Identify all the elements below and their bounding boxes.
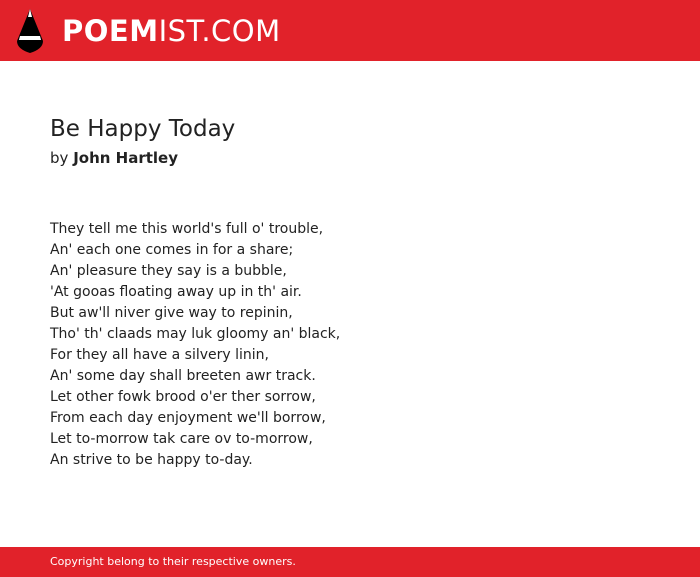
pen-nib-icon — [16, 9, 44, 53]
poem-text — [50, 219, 650, 471]
poem-line: 'At gooas floating away up in th' air. — [50, 284, 302, 300]
poem-title: Be Happy Today — [50, 116, 236, 142]
poem-line: Let to-morrow tak care ov to-morrow, — [50, 431, 313, 447]
poem-line: But aw'll niver give way to repinin, — [50, 305, 293, 321]
poem-line: They tell me this world's full o' trouble, — [50, 221, 324, 237]
poem-line: Tho' th' claads may luk gloomy an' black, — [50, 326, 341, 342]
site-logo-link[interactable] — [16, 8, 281, 54]
poem-byline — [50, 146, 650, 170]
poem-line: Let other fowk brood o'er ther sorrow, — [50, 389, 316, 405]
poem-line: An' each one comes in for a share; — [50, 242, 294, 258]
logo-bold-text: POEM — [62, 13, 159, 48]
poem-line: For they all have a silvery linin, — [50, 347, 270, 363]
poem-content — [50, 112, 650, 471]
poem-line: From each day enjoyment we'll borrow, — [50, 410, 326, 426]
author-link[interactable]: John Hartley — [73, 149, 178, 167]
site-header — [0, 0, 700, 61]
byline-prefix: by — [50, 149, 69, 167]
poem-line: An' pleasure they say is a bubble, — [50, 263, 287, 279]
copyright-text: Copyright belong to their respective owners. — [50, 555, 296, 568]
site-footer — [0, 547, 700, 577]
logo-light-text: IST.COM — [158, 13, 281, 48]
poem-line: An strive to be happy to-day. — [50, 452, 253, 468]
poem-line: An' some day shall breeten awr track. — [50, 368, 316, 384]
site-name — [62, 13, 281, 48]
